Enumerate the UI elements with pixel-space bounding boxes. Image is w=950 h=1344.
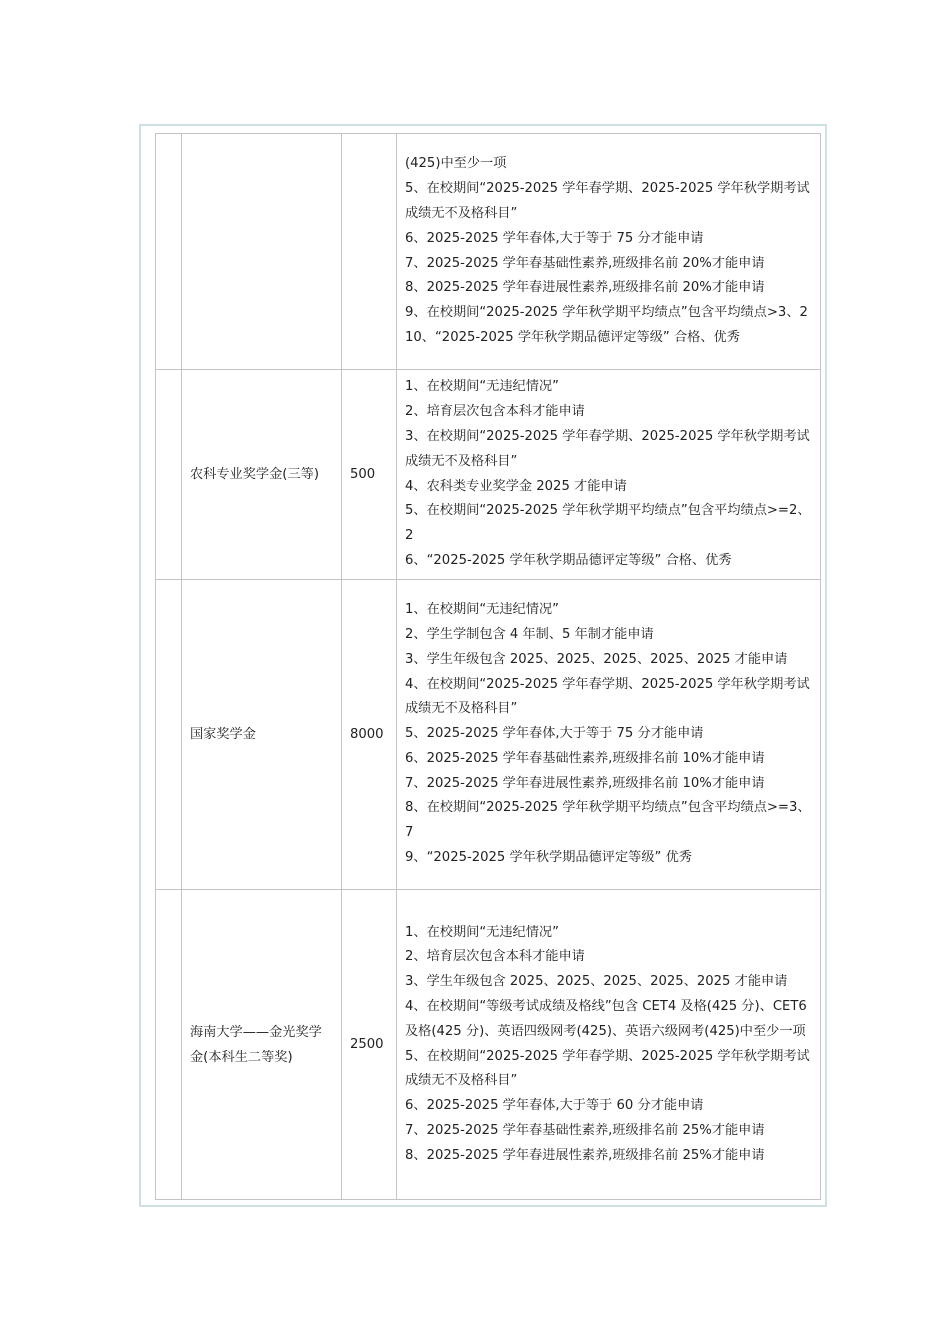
scholarship-name-cell bbox=[182, 134, 342, 370]
requirement-item: 3、在校期间“2025-2025 学年春学期、2025-2025 学年秋学期考试成绩无不及格科目” bbox=[405, 428, 810, 469]
requirement-item: 1、在校期间“无违纪情况” bbox=[405, 924, 559, 940]
index-cell bbox=[156, 134, 182, 370]
scholarship-name-cell bbox=[182, 580, 342, 890]
amount-cell bbox=[342, 134, 397, 370]
requirements-cell bbox=[397, 134, 821, 370]
requirement-item: 6、2025-2025 学年春基础性素养,班级排名前 10%才能申请 bbox=[405, 750, 765, 766]
requirement-item: 8、2025-2025 学年春进展性素养,班级排名前 25%才能申请 bbox=[405, 1147, 765, 1163]
requirement-item: 6、“2025-2025 学年秋学期品德评定等级” 合格、优秀 bbox=[405, 552, 732, 568]
requirement-item: 6、2025-2025 学年春体,大于等于 75 分才能申请 bbox=[405, 230, 704, 246]
requirements-cell bbox=[397, 580, 821, 890]
index-cell bbox=[156, 370, 182, 580]
requirement-item: 8、在校期间“2025-2025 学年秋学期平均绩点”包含平均绩点>=3、7 bbox=[405, 800, 811, 841]
index-cell bbox=[156, 580, 182, 890]
scholarship-name: 农科专业奖学金(三等) bbox=[190, 467, 319, 482]
requirement-item: 9、在校期间“2025-2025 学年秋学期平均绩点”包含平均绩点>3、2 bbox=[405, 305, 808, 321]
requirements-cell bbox=[397, 890, 821, 1200]
requirement-item: 4、在校期间“等级考试成绩及格线”包含 CET4 及格(425 分)、CET6 及格(425 分)、英语四级网考(425)、英语六级网考(425)中至少一项 bbox=[405, 998, 812, 1039]
requirement-item: 6、2025-2025 学年春体,大于等于 60 分才能申请 bbox=[405, 1098, 704, 1114]
amount-cell bbox=[342, 890, 397, 1200]
index-cell bbox=[156, 890, 182, 1200]
table-row bbox=[156, 134, 821, 370]
requirement-item: 5、在校期间“2025-2025 学年春学期、2025-2025 学年秋学期考试成绩无不及格科目” bbox=[405, 1048, 810, 1089]
amount-cell bbox=[342, 580, 397, 890]
requirement-item: 2、培育层次包含本科才能申请 bbox=[405, 949, 585, 965]
requirement-item: 4、农科类专业奖学金 2025 才能申请 bbox=[405, 478, 627, 494]
requirement-item: 5、2025-2025 学年春体,大于等于 75 分才能申请 bbox=[405, 726, 704, 742]
requirements-cell bbox=[397, 370, 821, 580]
requirement-item: 5、在校期间“2025-2025 学年秋学期平均绩点”包含平均绩点>=2、2 bbox=[405, 503, 811, 544]
requirement-item: 5、在校期间“2025-2025 学年春学期、2025-2025 学年秋学期考试成绩无不及格科目” bbox=[405, 181, 810, 221]
scholarship-name: 海南大学——金光奖学金(本科生二等奖) bbox=[190, 1024, 322, 1065]
table-row bbox=[156, 580, 821, 890]
scholarship-table bbox=[155, 133, 821, 1200]
scholarship-name-cell bbox=[182, 370, 342, 580]
scholarship-amount: 8000 bbox=[350, 727, 384, 742]
requirement-item: 7、2025-2025 学年春进展性素养,班级排名前 10%才能申请 bbox=[405, 775, 765, 791]
amount-cell bbox=[342, 370, 397, 580]
scholarship-amount: 500 bbox=[350, 467, 376, 482]
scholarship-name-cell bbox=[182, 890, 342, 1200]
requirement-item: 1、在校期间“无违纪情况” bbox=[405, 602, 559, 618]
requirement-item: 2、学生学制包含 4 年制、5 年制才能申请 bbox=[405, 626, 654, 642]
table-row bbox=[156, 890, 821, 1200]
scholarship-name: 国家奖学金 bbox=[190, 727, 256, 742]
requirement-item: 7、2025-2025 学年春基础性素养,班级排名前 25%才能申请 bbox=[405, 1122, 765, 1138]
requirement-item: 10、“2025-2025 学年秋学期品德评定等级” 合格、优秀 bbox=[405, 329, 740, 345]
requirement-item: (425)中至少一项 bbox=[405, 156, 507, 172]
requirement-item: 3、学生年级包含 2025、2025、2025、2025、2025 才能申请 bbox=[405, 974, 788, 990]
table-row bbox=[156, 370, 821, 580]
requirement-item: 3、学生年级包含 2025、2025、2025、2025、2025 才能申请 bbox=[405, 651, 788, 667]
requirement-item: 2、培育层次包含本科才能申请 bbox=[405, 404, 585, 420]
requirement-item: 8、2025-2025 学年春进展性素养,班级排名前 20%才能申请 bbox=[405, 280, 765, 296]
scholarship-amount: 2500 bbox=[350, 1037, 384, 1052]
requirement-item: 4、在校期间“2025-2025 学年春学期、2025-2025 学年秋学期考试成绩无不及格科目” bbox=[405, 676, 810, 717]
requirement-item: 7、2025-2025 学年春基础性素养,班级排名前 20%才能申请 bbox=[405, 255, 765, 271]
requirement-item: 1、在校期间“无违纪情况” bbox=[405, 379, 559, 395]
requirement-item: 9、“2025-2025 学年秋学期品德评定等级” 优秀 bbox=[405, 850, 692, 866]
